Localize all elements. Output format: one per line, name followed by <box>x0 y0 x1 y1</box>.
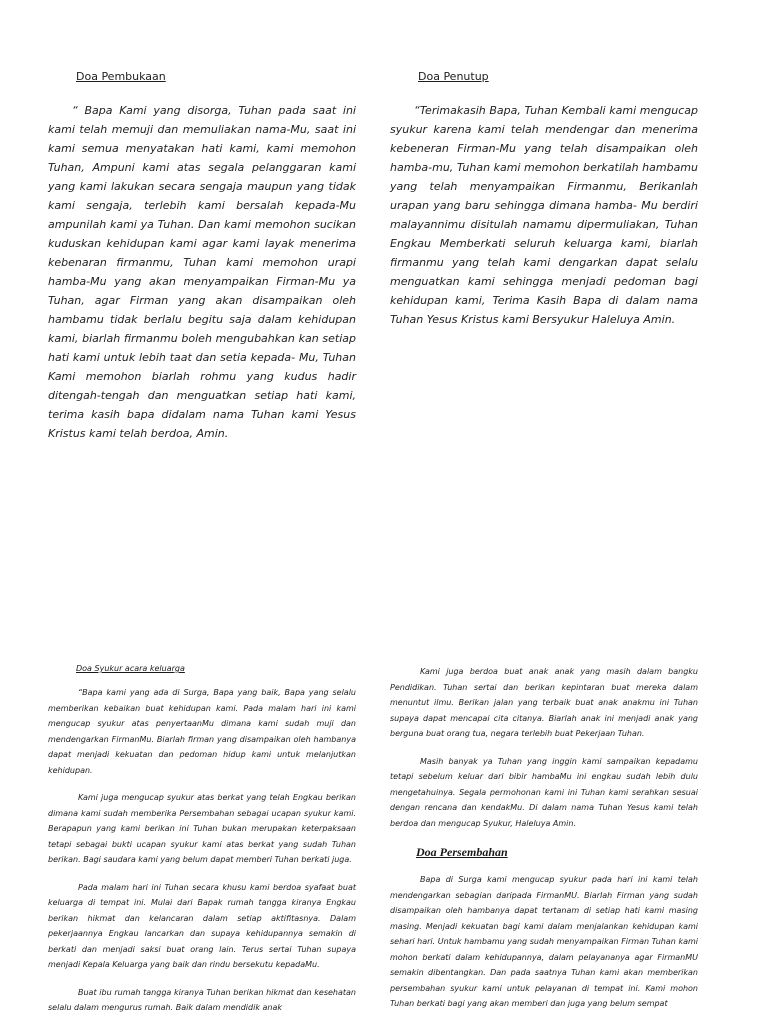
doa-penutup-column <box>390 70 698 329</box>
doa-syukur-paragraph-4: Buat ibu rumah tangga kiranya Tuhan berikan hikmat dan kesehatan selalu dalam mengurus rumah. Baik dalam mendidik anak <box>48 987 356 1012</box>
right-bottom-column <box>390 664 698 1012</box>
doa-penutup-heading: Doa Penutup <box>418 70 489 83</box>
doa-syukur-heading: Doa Syukur acara keluarga <box>76 664 185 673</box>
doa-pembukaan-text: “ Bapa Kami yang disorga, Tuhan pada saat ini kami telah memuji dan memuliakan nama-Mu, saat ini kami semua menyatakan hati kami, kami memohon Tuhan, Ampuni kami atas segala pelanggaran kami yang kami lakukan secara sengaja maupun yang tidak kami sengaja, terlebih kami bersalah kepada-Mu ampunilah kami ya Tuhan. Dan kami memohon sucikan kuduskan kehidupan kami agar kami layak menerima kebenaran firmanmu, Tuhan kami memohon urapi hamba-Mu yang akan menyampaikan Firman-Mu ya Tuhan, agar Firman yang akan disampaikan oleh hambamu tidak berlalu begitu saja dalam kehidupan kami, biarlah firmanmu boleh mengubahkan kan setiap hati kami untuk lebih taat dan setia kepada- Mu, Tuhan Kami memohon biarlah rohmu yang kudus hadir ditengah-tengah dan menguatkan setiap hati kami, terima kasih bapa didalam nama Tuhan kami Yesus Kristus kami telah berdoa, Amin. <box>48 104 356 440</box>
doa-syukur-paragraph-3: Pada malam hari ini Tuhan secara khusu kami berdoa syafaat buat keluarga di tempat ini. Mulai dari Bapak rumah tangga kiranya Engkau berikan hikmat dan kelancaran dalam setiap aktifitasnya. Dalam pekerjaannya Engkau lancarkan dan supaya kehidupannya semakin di berkati dan menjadi saksi buat orang lain. Terus sertai Tuhan supaya menjadi Kepala Keluarga yang baik dan rindu bersekutu kepadaMu. <box>48 882 356 969</box>
anak-paragraph: Kami juga berdoa buat anak anak yang masih dalam bangku Pendidikan. Tuhan sertai dan berikan kepintaran buat mereka dalam menuntut ilmu. Berikan jalan yang terbaik buat anak anakmu ini Tuhan supaya dapat mencapai cita citanya. Biarlah anak ini menjadi anak yang berguna buat orang tua, negara terlebih buat Pekerjaan Tuhan. <box>390 667 698 738</box>
doa-persembahan-text: Bapa di Surga kami mengucap syukur pada hari ini kami telah mendengarkan sebagian daripada FirmanMU. Biarlah Firman yang sudah disampaikan oleh hambanya dapat tertanam di setiap hati kami masing masing. Menjadi kekuatan bagi kami dalam menjalankan kehidupan kami sehari hari. Untuk hambamu yang sudah menyampaikan Firman Tuhan kami mohon berkati dalam kehidupannya, dalam pelayananya agar FirmanMU semakin dibentangkan. Dan pada saatnya Tuhan kami akan memberikan persembahan syukur kami untuk pelayanan di tempat ini. Kami mohon Tuhan berkati bagi yang akan memberi dan juga yang belum sempat <box>390 875 698 1008</box>
doa-pembukaan-column <box>48 70 356 443</box>
doa-syukur-column <box>48 664 356 1016</box>
doa-syukur-paragraph-1: “Bapa kami yang ada di Surga, Bapa yang baik, Bapa yang selalu memberikan kebaikan buat kehidupan kami. Pada malam hari ini kami mengucap syukur atas penyertaanMu dimana kami sudah muji dan mendengarkan FirmanMu. Biarlah firman yang disampaikan oleh hambanya dapat menjadi kekuatan dan pedoman hidup kami untuk melanjutkan kehidupan. <box>48 688 356 775</box>
doa-penutup-text: “Terimakasih Bapa, Tuhan Kembali kami mengucap syukur karena kami telah mendengar dan menerima kebeneran Firman-Mu yang telah disampaikan oleh hamba-mu, Tuhan kami memohon berkatilah hambamu yang telah menyampaikan Firmanmu, Berikanlah urapan yang baru sehingga dimana hamba- Mu berdiri malayannimu disitulah namamu dipermuliakan, Tuhan Engkau Memberkati seluruh keluarga kami, biarlah firmanmu yang telah kami dengarkan dapat selalu menguatkan kami sehingga menjadi pedoman bagi kehidupan kami, Terima Kasih Bapa di dalam nama Tuhan Yesus Kristus kami Bersyukur Haleluya Amin. <box>390 104 698 326</box>
penutup-syukur-paragraph: Masih banyak ya Tuhan yang inggin kami sampaikan kepadamu tetapi sebelum keluar dari bibir hambaMu ini engkau sudah lebih dulu mengetahuinya. Segala permohonan kami ini Tuhan kami serahkan sesuai dengan rencana dan kendakMu. Di dalam nama Tuhan Yesus kami telah berdoa dan mengucap Syukur, Haleluya Amin. <box>390 756 698 828</box>
doa-pembukaan-heading: Doa Pembukaan <box>76 70 166 83</box>
doa-persembahan-heading: Doa Persembahan <box>416 845 508 859</box>
doa-syukur-paragraph-2: Kami juga mengucap syukur atas berkat yang telah Engkau berikan dimana kami sudah memberika Persembahan sebagai ucapan syukur kami. Berapapun yang kami berikan ini Tuhan bukan merupakan keterpaksaan tetapi sebagai bukti ucapan syukur kami atas berkat yang sudah Tuhan berikan. Bagi saudara kami yang belum dapat memberi Tuhan berkati juga. <box>48 793 356 864</box>
